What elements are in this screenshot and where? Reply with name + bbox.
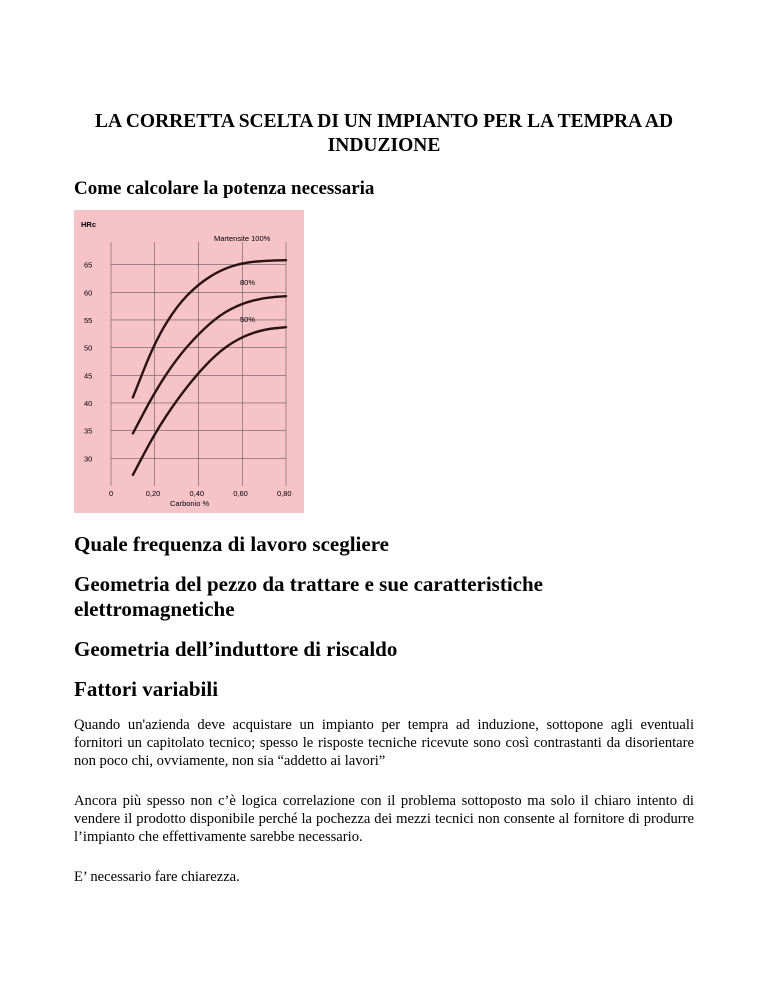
y-tick-label: 50	[84, 343, 93, 353]
x-tick-label: 0,20	[145, 489, 161, 498]
x-tick-label: 0,40	[189, 489, 205, 498]
series-label: 80%	[240, 278, 256, 287]
section-heading-power: Come calcolare la potenza necessaria	[74, 178, 375, 199]
y-tick-label: 65	[84, 260, 93, 270]
document-title: LA CORRETTA SCELTA DI UN IMPIANTO PER LA TEMPRA AD INDUZIONE	[94, 111, 674, 156]
hardness-carbon-chart	[74, 210, 304, 513]
y-tick-label: 60	[84, 288, 93, 298]
chart-svg	[74, 210, 304, 513]
series-line-1	[133, 296, 286, 433]
y-tick-label: 55	[84, 315, 93, 325]
y-axis-label: HRc	[81, 220, 97, 229]
y-tick-label: 30	[84, 454, 93, 464]
paragraph-clarity: E’ necessario fare chiarezza.	[74, 869, 240, 885]
paragraph-intro: Quando un'azienda deve acquistare un impianto per tempra ad induzione, sottopone agli eventuali fornitori un capitolato tecnico; spesso le risposte tecniche ricevute sono così contrastanti da disorientare non poco chi, ovviamente, non sia “addetto ai lavori”	[74, 717, 694, 769]
x-axis-label: Carbonio %	[170, 499, 210, 508]
x-tick-label: 0,60	[233, 489, 248, 498]
x-tick-label: 0	[109, 489, 114, 498]
heading-workpiece-geometry: Geometria del pezzo da trattare e sue caratteristiche elettromagnetiche	[74, 572, 544, 621]
heading-variable-factors: Fattori variabili	[74, 677, 219, 701]
y-tick-label: 35	[84, 426, 93, 436]
y-tick-label: 45	[84, 371, 93, 381]
x-tick-label: 0,80	[277, 489, 292, 498]
y-tick-label: 40	[84, 398, 93, 408]
heading-inductor-geometry: Geometria dell’induttore di riscaldo	[74, 637, 398, 661]
series-line-2	[133, 327, 286, 475]
series-label: Martensite 100%	[214, 234, 271, 243]
paragraph-logic: Ancora più spesso non c’è logica correlazione con il problema sottoposto ma solo il chiaro intento di vendere il prodotto disponibile perché la pochezza dei mezzi tecnici non consente al fornitore di produrre l’impianto che effettivamente sarebbe necessario.	[74, 793, 694, 845]
series-line-0	[133, 260, 286, 397]
heading-frequency: Quale frequenza di lavoro scegliere	[74, 532, 389, 556]
series-label: 50%	[240, 315, 256, 324]
